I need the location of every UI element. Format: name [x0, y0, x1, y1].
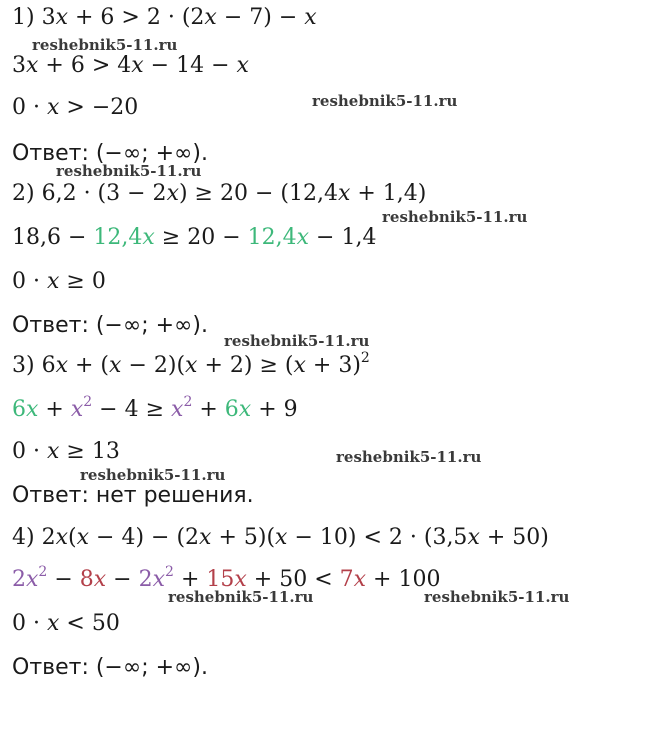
problem-number: 3) [12, 353, 35, 378]
problem-4-header: 4) 2x(x − 4) − (2x + 5)(x − 10) < 2 · (3,5x + 50) [12, 525, 549, 550]
problem-4-step-1: $2x^2 - 8x - 2x^2 + 15x + 50 < 7x + 100$ [12, 564, 441, 592]
problem-1-header: 1) 3x + 6 > 2 · (2x − 7) − x [12, 5, 317, 30]
problem-2-step-1: 18,6 − 12,4x ≥ 20 − 12,4x − 1,4 [12, 225, 377, 250]
watermark: reshebnik5-11.ru [312, 92, 458, 110]
problem-3-step-2: 0 · x ≥ 13 [12, 439, 120, 464]
watermark: reshebnik5-11.ru [224, 332, 370, 350]
problem-1-answer: Ответ: (−∞; +∞). [12, 141, 208, 166]
problem-2-answer: Ответ: (−∞; +∞). [12, 313, 208, 338]
problem-number: 4) [12, 525, 35, 550]
problem-4-answer: Ответ: (−∞; +∞). [12, 655, 208, 680]
watermark: reshebnik5-11.ru [56, 162, 202, 180]
problem-4-step-2: 0 · x < 50 [12, 611, 120, 636]
watermark: reshebnik5-11.ru [382, 208, 528, 226]
watermark: reshebnik5-11.ru [168, 588, 314, 606]
problem-2-step-2: 0 · x ≥ 0 [12, 269, 106, 294]
watermark: reshebnik5-11.ru [32, 36, 178, 54]
problem-3-step-1: $6x + x^2 - 4 \ge x^2 + 6x + 9$ [12, 394, 298, 422]
problem-1-step-2: 0 · x > −20 [12, 95, 139, 120]
watermark: reshebnik5-11.ru [424, 588, 570, 606]
watermark: reshebnik5-11.ru [80, 466, 226, 484]
problem-3-answer: Ответ: нет решения. [12, 483, 254, 508]
watermark: reshebnik5-11.ru [336, 448, 482, 466]
problem-1-step-1: 3x + 6 > 4x − 14 − x [12, 53, 249, 78]
problem-3-header: 3) $6x + (x - 2)(x + 2) \ge (x + 3)^2$ [12, 350, 370, 378]
problem-2-header: 2) 6,2 · (3 − 2x) ≥ 20 − (12,4x + 1,4) [12, 181, 427, 206]
problem-number: 2) [12, 181, 35, 206]
problem-number: 1) [12, 5, 35, 30]
